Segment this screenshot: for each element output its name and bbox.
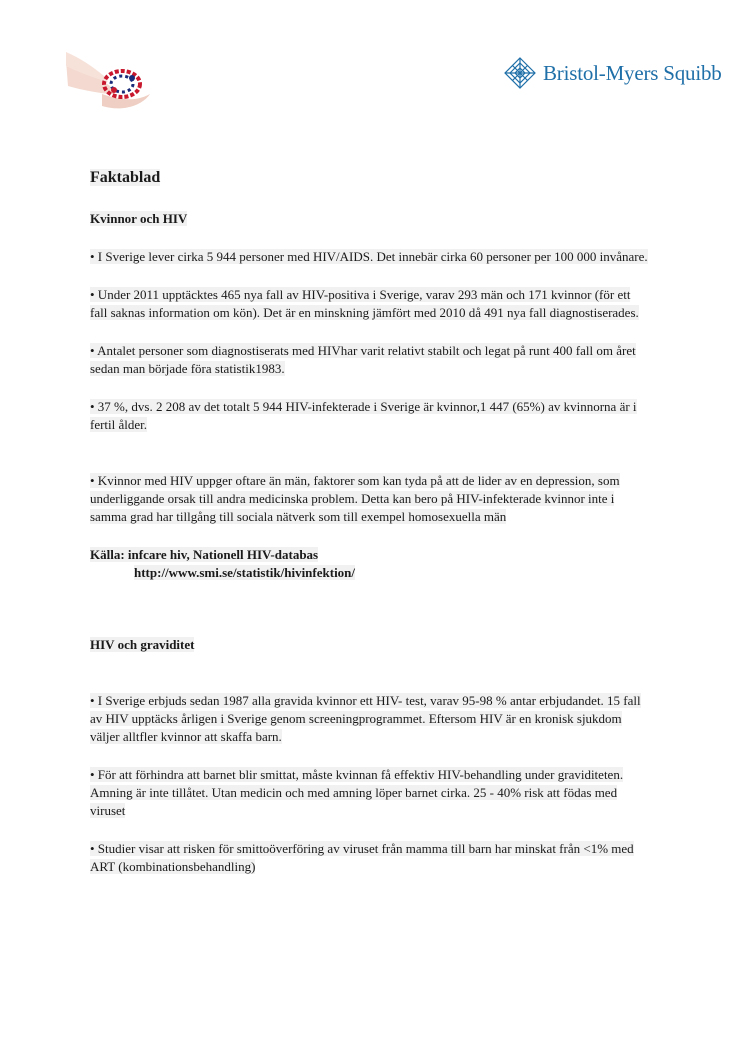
section-heading-kvinnor: Kvinnor och HIV	[90, 211, 188, 226]
bristol-myers-squibb-logo	[503, 56, 722, 90]
paragraph: • Antalet personer som diagnostiserats med HIVhar varit relativt stabilt och legat på runt 400 fall om året sedan man började föra statistik1983.	[90, 343, 636, 376]
source-label: Källa: infcare hiv, Nationell HIV-databas	[90, 547, 319, 562]
paragraph: • Kvinnor med HIV uppger oftare än män, faktorer som kan tyda på att de lider av en depression, som underliggande orsak till andra medicinska problem. Detta kan bero på HIV-infekterade kvinnor inte i samma grad har tillgång till sociala nätverk som till exempel homosexuella män	[90, 473, 620, 524]
hand-holding-ribbon-icon	[62, 50, 158, 112]
paragraph: • Under 2011 upptäcktes 465 nya fall av HIV-positiva i Sverige, varav 293 män och 171 kvinnor (för ett fall saknas information om kön). Det är en minskning jämfört med 2010 då 491 nya fall diagnostiserades.	[90, 287, 639, 320]
section-heading-graviditet: HIV och graviditet	[90, 637, 195, 652]
bms-emblem-icon	[503, 56, 537, 90]
hand-ribbon-logo	[62, 50, 158, 112]
source-url: http://www.smi.se/statistik/hivinfektion/	[134, 565, 356, 580]
paragraph: • I Sverige erbjuds sedan 1987 alla gravida kvinnor ett HIV- test, varav 95-98 % antar erbjudandet. 15 fall av HIV upptäcks årligen i Sverige genom screeningprogrammet. Eftersom HIV är en kronisk sjukdom väljer alltfler kvinnor att skaffa barn.	[90, 693, 641, 744]
brand-name: Bristol-Myers Squibb	[543, 60, 722, 85]
page-title: Faktablad	[90, 169, 161, 186]
paragraph: • För att förhindra att barnet blir smittat, måste kvinnan få effektiv HIV-behandling under graviditeten. Amning är inte tillåtet. Utan medicin och med amning löper barnet cirka. 25 - 40% risk att födas med viruset	[90, 767, 624, 818]
document-body	[90, 168, 650, 876]
source-citation	[90, 546, 650, 582]
paragraph: • Studier visar att risken för smittoöverföring av viruset från mamma till barn har minskat från <1% med ART (kombinationsbehandling)	[90, 841, 634, 874]
paragraph: • I Sverige lever cirka 5 944 personer med HIV/AIDS. Det innebär cirka 60 personer per 100 000 invånare.	[90, 249, 648, 264]
paragraph: • 37 %, dvs. 2 208 av det totalt 5 944 HIV-infekterade i Sverige är kvinnor,1 447 (65%) av kvinnorna är i fertil ålder.	[90, 399, 637, 432]
